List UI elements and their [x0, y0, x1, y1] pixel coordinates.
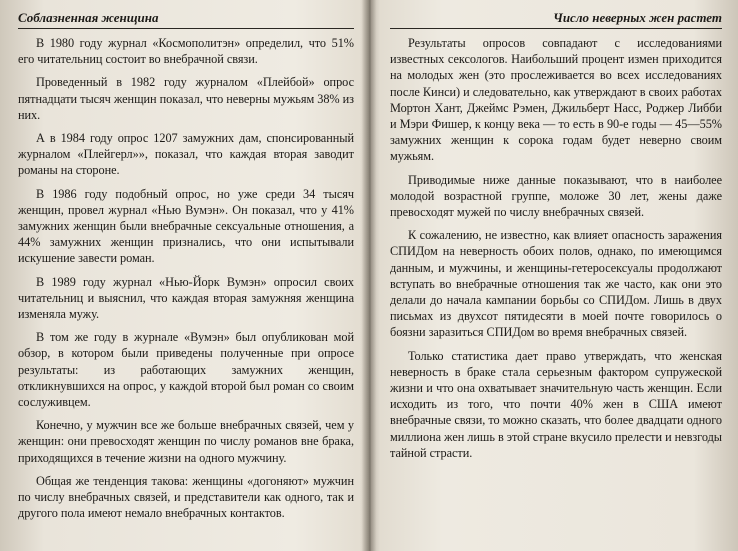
paragraph: Результаты опросов совпадают с исследованиями известных сексологов. Наибольший процент измен приходится на молодых жен (это прослеживается во всех исследованиях после Кинси) и следовательно, как утверждают в своих работах Мортон Хант, Джеймс Рэмен, Джильберт Насс, Роджер Либби и Мэри Фишер, к концу века — то есть в 90-е годы — 45—55% замужних женщин к сорока годам будет неверно своим мужьям. [390, 36, 722, 164]
paragraph: Конечно, у мужчин все же больше внебрачных связей, чем у женщин: они превосходят женщин по числу романов вне брака, приходящихся в течение жизни на одного мужчину. [18, 418, 354, 465]
left-running-head: Соблазненная женщина [18, 0, 354, 29]
paragraph: В том же году в журнале «Вумэн» был опубликован мой обзор, в котором были приведены полученные при опросе результаты: из работающих замужних женщин, откликнувшихся на опрос, у каждой второй был роман со своим сослуживцем. [18, 330, 354, 410]
right-running-head: Число неверных жен растет [390, 0, 722, 29]
paragraph: В 1980 году журнал «Космополитэн» определил, что 51% его читательниц состоит во внебрачной связи. [18, 36, 354, 67]
paragraph: Приводимые ниже данные показывают, что в наиболее молодой возрастной группе, моложе 30 лет, жены даже превосходят мужей по числу внебрачных связей. [390, 172, 722, 220]
paragraph: В 1986 году подобный опрос, но уже среди 34 тысяч женщин, провел журнал «Нью Вумэн». Он показал, что у 41% замужних женщин были внебрачные сексуальные отношения, а 44% замужних женщин признались, что они испытывали искушение завести роман. [18, 186, 354, 266]
right-page [370, 0, 738, 551]
paragraph: К сожалению, не известно, как влияет опасность заражения СПИДом на неверность обоих полов, однако, по имеющимся данным, и мужчины, и женщины-гетеросексуалы продолжают вступать во внебрачные отношения так же часто, как они это делали до начала кампании борьбы со СПИДом. Лишь в двух письмах из двухсот пятидесяти в моей почте говорилось о боязни заразиться СПИДом во время внебрачных связей. [390, 228, 722, 340]
paragraph: Проведенный в 1982 году журналом «Плейбой» опрос пятнадцати тысяч женщин показал, что неверны мужьям 38% из них. [18, 75, 354, 122]
paragraph: В 1989 году журнал «Нью-Йорк Вумэн» опросил своих читательниц и выяснил, что каждая вторая замужняя женщина изменяла мужу. [18, 274, 354, 322]
paragraph: Только статистика дает право утверждать, что женская неверность в браке стала серьезным фактором супружеской жизни и что она охватывает значительную часть женщин. Если исходить из того, что почти 40% жен в США имеют внебрачные связи, то можно сказать, что более двадцати одного миллиона жен лишь в этой стране вкусило прелести и невзгоды тайной страсти. [390, 348, 722, 460]
left-page [0, 0, 368, 551]
right-page-body [390, 29, 722, 461]
paragraph: А в 1984 году опрос 1207 замужних дам, спонсированный журналом «Плейгерл»», показал, что каждая вторая заводит романы на стороне. [18, 131, 354, 178]
left-page-body [18, 29, 354, 521]
paragraph: Общая же тенденция такова: женщины «догоняют» мужчин по числу внебрачных связей, и представители как одного, так и другого пола имеют немало внебрачных контактов. [18, 473, 354, 521]
